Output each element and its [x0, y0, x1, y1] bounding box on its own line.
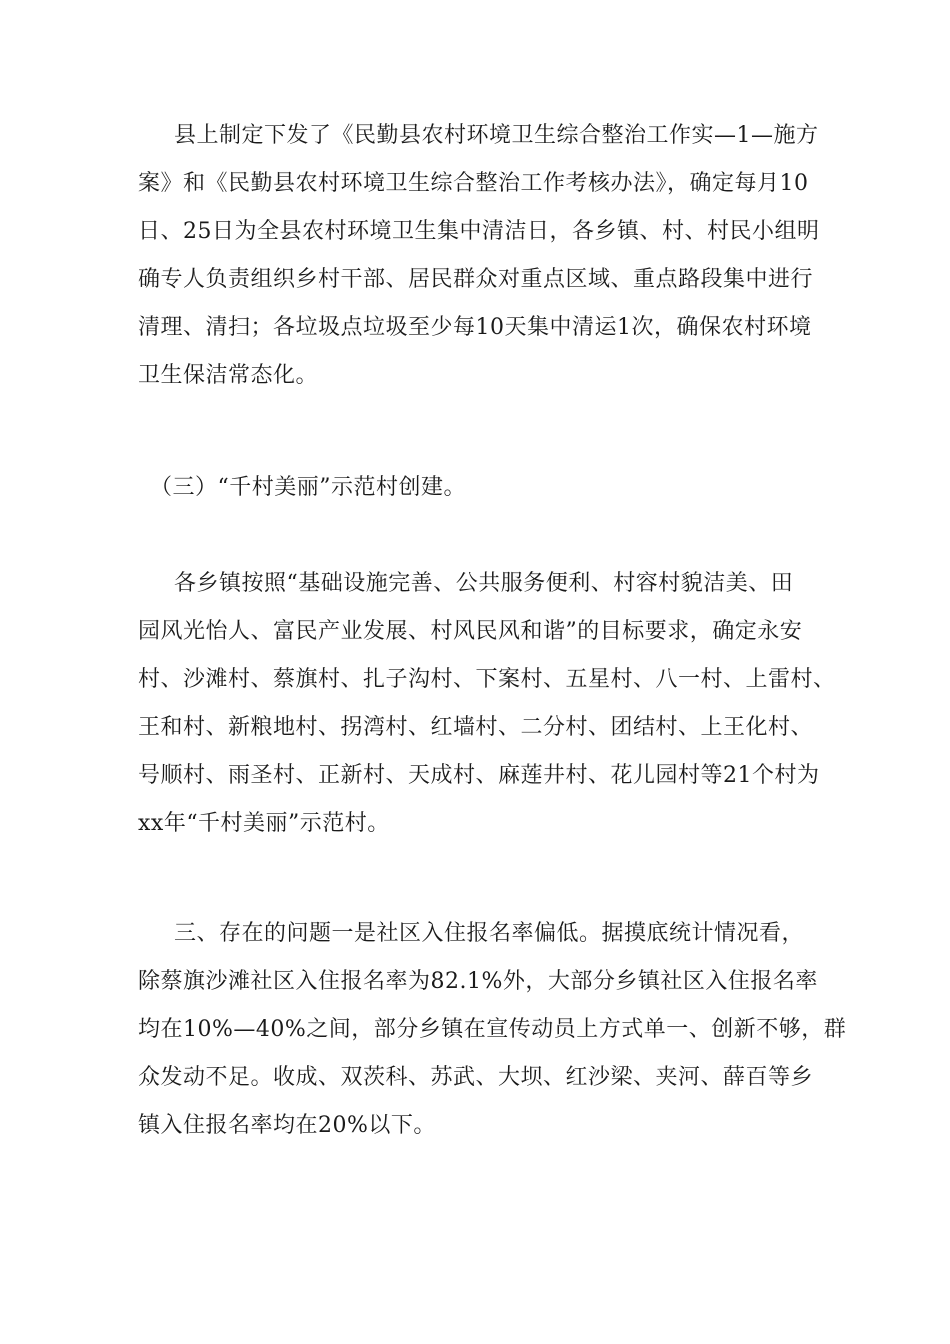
text-line: 均在10%—40%之间，部分乡镇在宣传动员上方式单一、创新不够，群: [138, 1017, 847, 1042]
text-line: 镇入住报名率均在20%以下。: [138, 1113, 436, 1138]
text-line: 王和村、新粮地村、拐湾村、红墙村、二分村、团结村、上王化村、: [138, 715, 814, 740]
paragraph-model-villages: [138, 560, 836, 848]
text-line: xx年“千村美丽”示范村。: [138, 811, 390, 836]
text-line: 除蔡旗沙滩社区入住报名率为82.1%外，大部分乡镇社区入住报名率: [138, 969, 818, 994]
text-line: 号顺村、雨圣村、正新村、天成村、麻莲井村、花儿园村等21个村为: [138, 763, 820, 788]
text-line: 县上制定下发了《民勤县农村环境卫生综合整治工作实—1—施方: [174, 123, 819, 148]
text-line: 确专人负责组织乡村干部、居民群众对重点区域、重点路段集中进行: [138, 267, 814, 292]
text-line: 案》和《民勤县农村环境卫生综合整治工作考核办法》，确定每月10: [138, 171, 809, 196]
text-line: 清理、清扫；各垃圾点垃圾至少每10天集中清运1次，确保农村环境: [138, 315, 812, 340]
paragraph-existing-problems: [138, 910, 847, 1150]
text-line: 村、沙滩村、蔡旗村、扎子沟村、下案村、五星村、八一村、上雷村、: [138, 667, 836, 692]
section-heading: （三）“千村美丽”示范村创建。: [150, 475, 466, 500]
text-line: 各乡镇按照“基础设施完善、公共服务便利、村容村貌洁美、田: [174, 571, 794, 596]
text-line: 日、25日为全县农村环境卫生集中清洁日，各乡镇、村、村民小组明: [138, 219, 820, 244]
text-line: 园风光怡人、富民产业发展、村风民风和谐”的目标要求，确定永安: [138, 619, 803, 644]
text-line: 众发动不足。收成、双茨科、苏武、大坝、红沙梁、夹河、薛百等乡: [138, 1065, 814, 1090]
text-line: 卫生保洁常态化。: [138, 363, 319, 388]
text-line: 三、存在的问题一是社区入住报名率偏低。据摸底统计情况看，: [174, 921, 805, 946]
paragraph-environment-sanitation: [138, 112, 818, 400]
